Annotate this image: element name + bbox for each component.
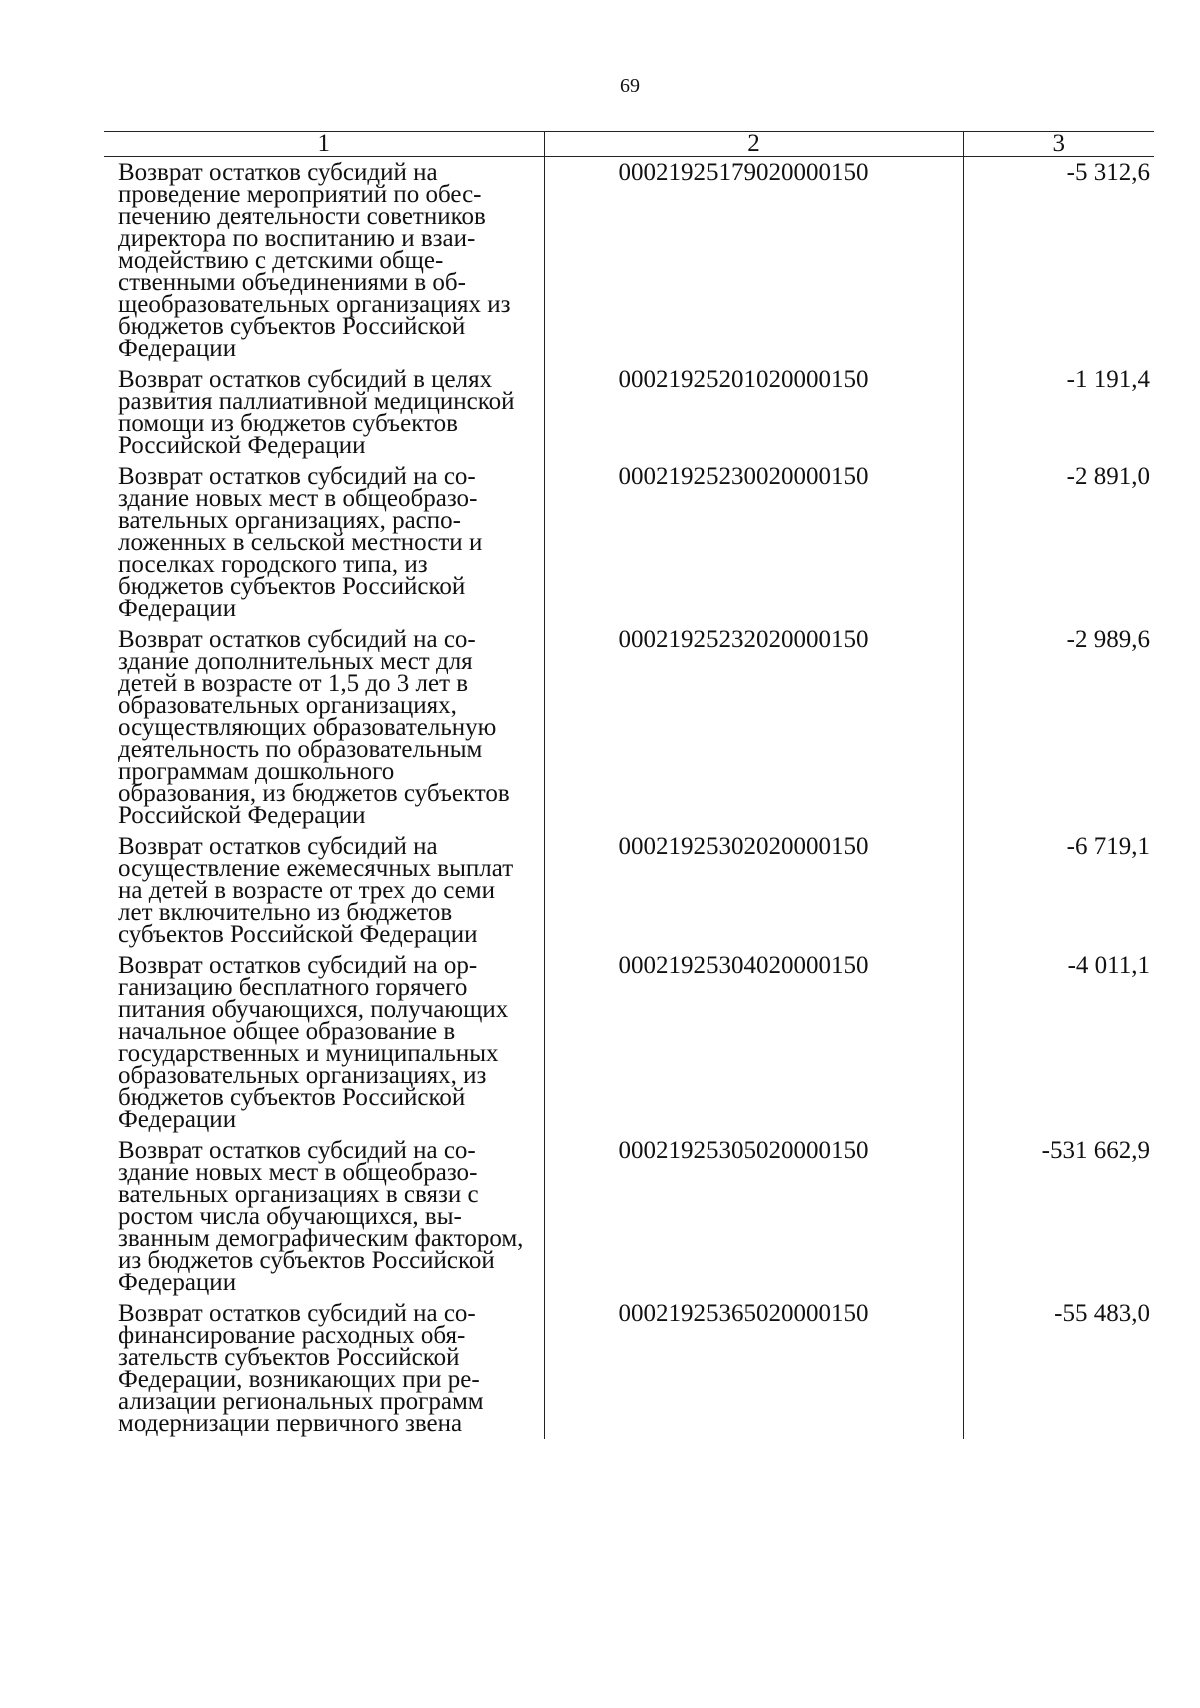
table-header bbox=[104, 132, 1154, 157]
row-code: 00021925304020000150 bbox=[544, 950, 963, 1135]
table-row bbox=[104, 157, 1154, 365]
row-code: 00021925232020000150 bbox=[544, 624, 963, 831]
row-description: Возврат остатков субсидий на организацию бесплатного горячего питания обучающихся, получающих начальное общее образование в государственных и муниципальных образовательных организациях, из бюджетов субъектов Российской Федерации bbox=[118, 952, 509, 1133]
table-row bbox=[104, 950, 1154, 1135]
row-description: Возврат остатков субсидий на софинансирование расходных обязательств субъектов Российской Федерации, возникающих при реализации региональных программ модернизации первичного звена bbox=[118, 1300, 484, 1437]
row-amount: -2 891,0 bbox=[1066, 463, 1150, 490]
table-row bbox=[104, 364, 1154, 461]
table-header-row bbox=[104, 132, 1154, 157]
row-amount: -531 662,9 bbox=[1041, 1137, 1150, 1164]
row-description: Возврат остатков субсидий на осуществление ежемесячных выплат на детей в возрасте от трех до семи лет включительно из бюджетов субъектов Российской Федерации bbox=[118, 833, 514, 948]
table-row bbox=[104, 1298, 1154, 1439]
row-amount: -2 989,6 bbox=[1066, 626, 1150, 653]
table-row bbox=[104, 624, 1154, 831]
row-description: Возврат остатков субсидий в целях развития паллиативной медицинской помощи из бюджетов субъектов Российской Федерации bbox=[118, 366, 515, 459]
row-amount: -6 719,1 bbox=[1066, 833, 1150, 860]
row-amount: -5 312,6 bbox=[1066, 159, 1150, 186]
row-code: 00021925230020000150 bbox=[544, 461, 963, 624]
table-body bbox=[104, 157, 1154, 1440]
row-description: Возврат остатков субсидий на создание новых мест в общеобразовательных организациях, расположенных в сельской местности и поселках городского типа, из бюджетов субъектов Российской Федерации bbox=[118, 463, 483, 622]
table-row bbox=[104, 831, 1154, 950]
budget-table bbox=[104, 131, 1154, 1439]
row-code: 00021925302020000150 bbox=[544, 831, 963, 950]
table-row bbox=[104, 1135, 1154, 1298]
row-amount: -4 011,1 bbox=[1067, 952, 1150, 979]
row-code: 00021925305020000150 bbox=[544, 1135, 963, 1298]
row-code: 00021925179020000150 bbox=[544, 157, 963, 365]
column-header-2: 2 bbox=[544, 132, 963, 157]
row-code: 00021925365020000150 bbox=[544, 1298, 963, 1439]
page-number: 69 bbox=[620, 75, 640, 97]
row-amount: -1 191,4 bbox=[1066, 366, 1150, 393]
table-row bbox=[104, 461, 1154, 624]
row-description: Возврат остатков субсидий на создание дополнительных мест для детей в возрасте от 1,5 до 3 лет в образовательных организациях, осуществляющих образовательную деятельность по образовательным программам дошкольного образования, из бюджетов субъектов Российской Федерации bbox=[118, 626, 510, 829]
column-header-1: 1 bbox=[104, 132, 544, 157]
row-code: 00021925201020000150 bbox=[544, 364, 963, 461]
column-header-3: 3 bbox=[963, 132, 1154, 157]
row-description: Возврат остатков субсидий на создание новых мест в общеобразовательных организациях в связи с ростом числа обучающихся, вызванным демографическим фактором, из бюджетов субъектов Российской Федерации bbox=[118, 1137, 524, 1296]
row-amount: -55 483,0 bbox=[1054, 1300, 1150, 1327]
row-description: Возврат остатков субсидий на проведение мероприятий по обеспечению деятельности советников директора по воспитанию и взаимодействию с детскими общественными объединениями в общеобразовательных организациях из бюджетов субъектов Российской Федерации bbox=[118, 159, 511, 362]
